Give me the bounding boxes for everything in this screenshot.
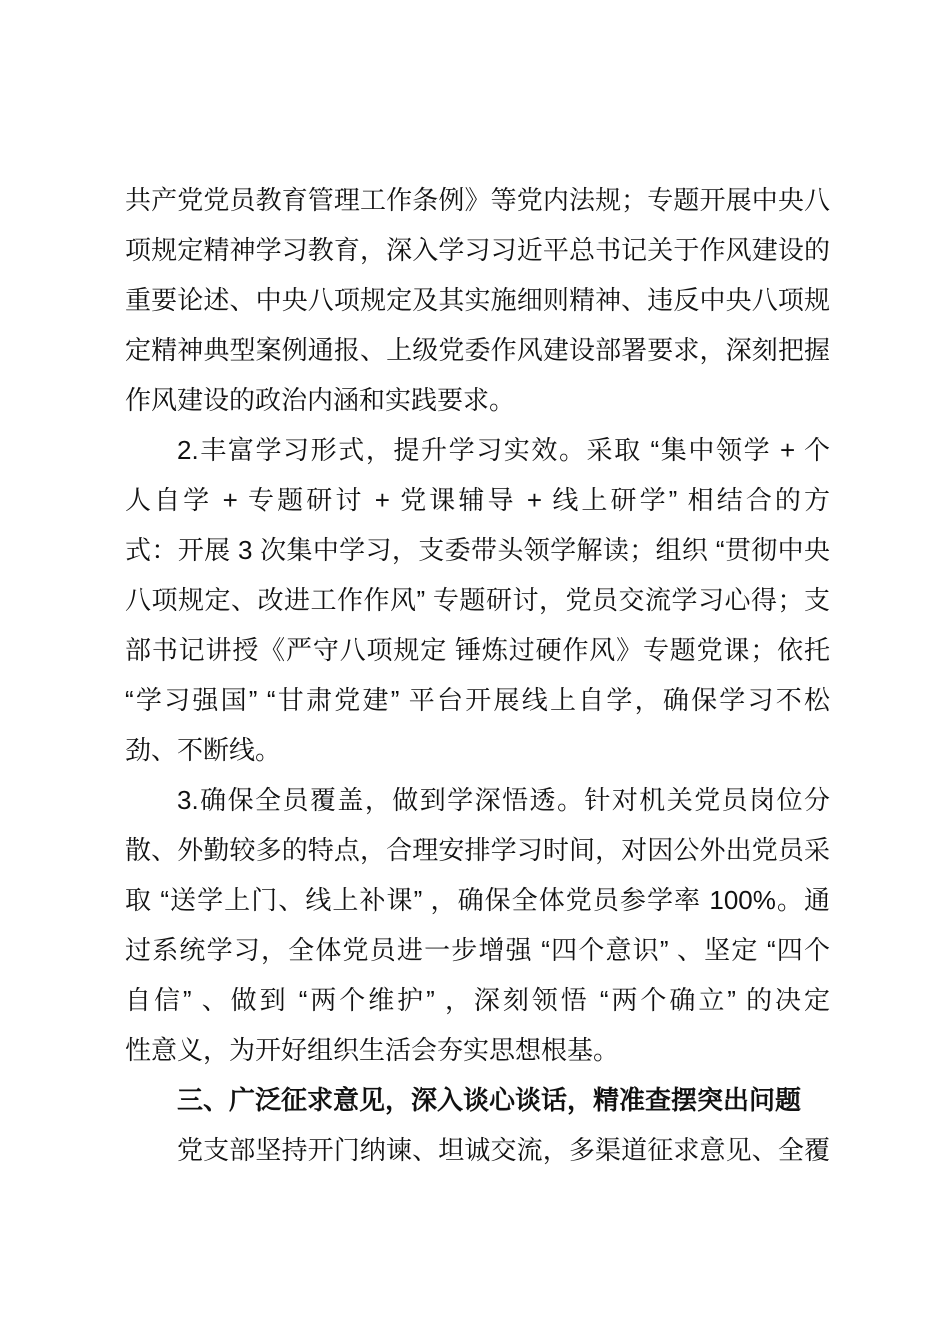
text-line: 3.确保全员覆盖，做到学深悟透。针对机关党员岗位分	[177, 785, 830, 815]
text-line: 共产党党员教育管理工作条例》等党内法规；专题开展中央八	[125, 185, 830, 215]
text-line: 作风建设的政治内涵和实践要求。	[125, 385, 516, 415]
text-line: 重要论述、中央八项规定及其实施细则精神、违反中央八项规	[125, 285, 830, 315]
text-line: 自信” 、做到 “两个维护” ，深刻领悟 “两个确立” 的决定	[125, 985, 830, 1015]
document-body	[125, 175, 830, 1175]
text-line: 取 “送学上门、线上补课” ，确保全体党员参学率 100%。通	[125, 885, 830, 915]
text-line: “学习强国” “甘肃党建” 平台开展线上自学，确保学习不松	[125, 685, 830, 715]
text-line: 式：开展 3 次集中学习，支委带头领学解读；组织 “贯彻中央	[125, 535, 830, 565]
text-line: 人自学 + 专题研讨 + 党课辅导 + 线上研学” 相结合的方	[125, 485, 830, 515]
text-line: 散、外勤较多的特点，合理安排学习时间，对因公外出党员采	[125, 835, 830, 865]
text-line: 2.丰富学习形式，提升学习实效。采取 “集中领学 + 个	[177, 435, 830, 465]
section-heading: 三、广泛征求意见，深入谈心谈话，精准查摆突出问题	[177, 1085, 802, 1115]
text-line: 过系统学习，全体党员进一步增强 “四个意识” 、坚定 “四个	[125, 935, 830, 965]
text-line: 部书记讲授《严守八项规定 锤炼过硬作风》专题党课；依托	[125, 635, 830, 665]
text-line: 性意义，为开好组织生活会夯实思想根基。	[125, 1035, 620, 1065]
text-line: 劲、不断线。	[125, 735, 282, 765]
text-line: 定精神典型案例通报、上级党委作风建设部署要求，深刻把握	[125, 335, 830, 365]
text-line: 党支部坚持开门纳谏、坦诚交流，多渠道征求意见、全覆	[177, 1135, 830, 1165]
text-line: 八项规定、改进工作作风” 专题研讨，党员交流学习心得；支	[125, 585, 830, 615]
text-line: 项规定精神学习教育，深入学习习近平总书记关于作风建设的	[125, 235, 830, 265]
